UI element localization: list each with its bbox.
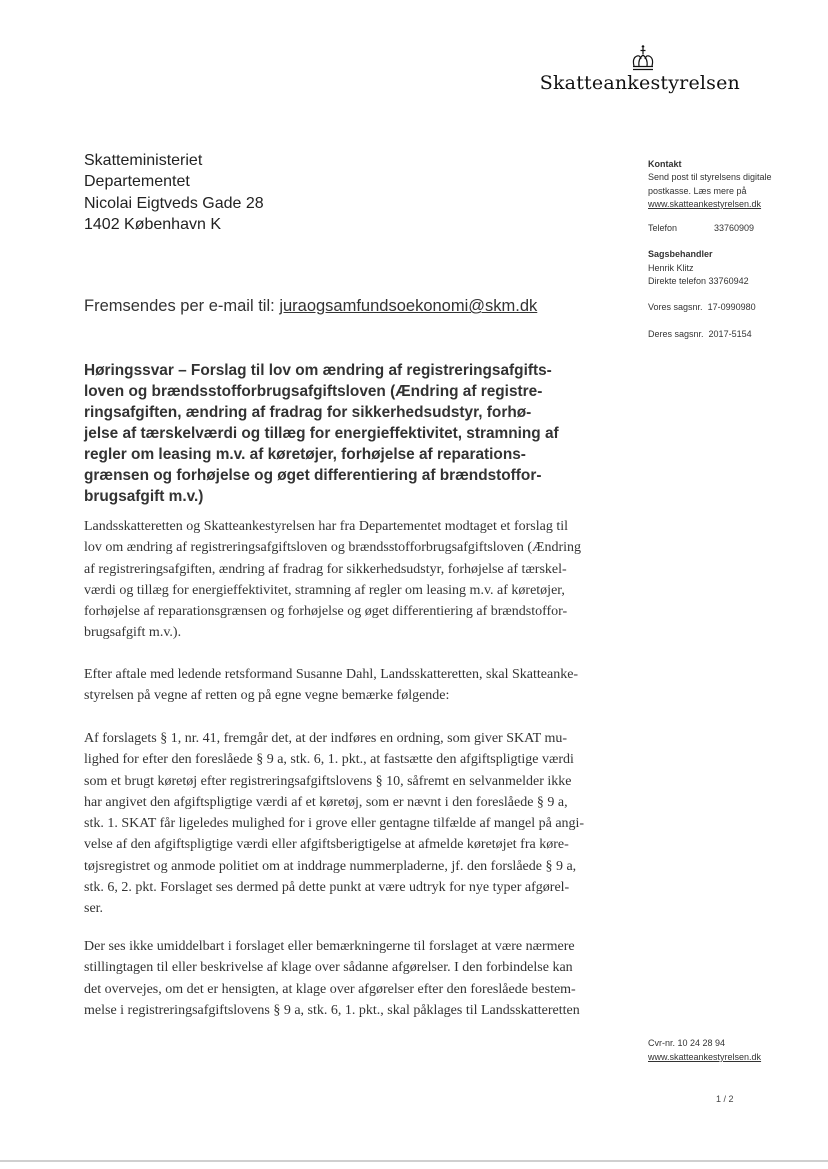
body-line: af registreringsafgiften, ændring af fradrag for sikkerhedsudstyr, forhøjelse af tærskel-	[84, 561, 567, 577]
heading-line: grænsen og forhøjelse og øget differentiering af brændstoffor-	[84, 467, 542, 484]
page-number: 1 / 2	[716, 1094, 734, 1104]
body-line: stillingtagen til eller beskrivelse af klage over sådanne afgørelser. I den forbindelse kan	[84, 960, 573, 976]
our-case-label: Vores sagsnr.	[648, 302, 703, 313]
body-line: stk. 1. SKAT får ligeledes mulighed for i grove eller gentagne tilfælde af mangel på angi-	[84, 816, 585, 832]
direct-phone-label: Direkte telefon	[648, 276, 707, 287]
contact-text: postkasse. Læs mere på	[648, 185, 747, 196]
body-paragraph	[84, 728, 584, 920]
heading-line: ringsafgiften, ændring af fradrag for sikkerhedsudstyr, forhø-	[84, 404, 532, 421]
direct-phone-row	[648, 275, 808, 288]
body-line: Efter aftale med ledende retsformand Susanne Dahl, Landsskatteretten, skal Skatteanke-	[84, 667, 579, 682]
body-line: melse i registreringsafgiftslovens § 9 a, stk. 6, 1. pkt., skal påklages til Landsskatteretten	[84, 1002, 580, 1018]
email-prefix: Fremsendes per e-mail til:	[84, 297, 280, 315]
footer-info	[648, 1036, 761, 1064]
heading-line: loven og brændsstofforbrugsafgiftsloven (Ændring af registre-	[84, 383, 543, 400]
body-line: lov om ændring af registreringsafgiftsloven og brændsstofforbrugsafgiftsloven (Ændring	[84, 540, 582, 556]
body-line: stk. 6, 2. pkt. Forslaget ses dermed på dette punkt at være udtryk for nye typer afgørel-	[84, 880, 570, 896]
cvr-number: Cvr-nr. 10 24 28 94	[648, 1038, 726, 1048]
your-case-value: 2017-5154	[708, 328, 752, 339]
heading-line: brugsafgift m.v.)	[84, 488, 204, 505]
heading-line: regler om leasing m.v. af køretøjer, forhøjelse af reparations-	[84, 446, 526, 463]
direct-phone-value: 33760942	[708, 276, 749, 287]
crown-icon	[628, 44, 658, 74]
your-case-label: Deres sagsnr.	[648, 328, 704, 339]
footer-website-link[interactable]: www.skatteankestyrelsen.dk	[648, 1052, 762, 1062]
body-paragraph	[84, 664, 578, 707]
email-line	[84, 297, 537, 316]
agency-logo	[540, 44, 740, 94]
body-line: som et brugt køretøj efter registreringsafgiftslovens § 10, såfremt en selvanmelder ikke	[84, 773, 572, 789]
address-line: Departementet	[84, 173, 190, 191]
website-link[interactable]: www.skatteankestyrelsen.dk	[648, 198, 762, 209]
heading-line: jelse af tærskelværdi og tillæg for energieffektivitet, stramning af	[84, 425, 559, 442]
contact-text: Send post til styrelsens digitale	[648, 172, 772, 183]
body-line: har angivet den afgiftspligtige værdi af et køretøj, som er nævnt i den foreslåede § 9 a,	[84, 794, 568, 810]
your-case-row	[648, 328, 808, 341]
email-link[interactable]: juraogsamfundsoekonomi@skm.dk	[279, 297, 538, 315]
body-line: Af forslagets § 1, nr. 41, fremgår det, at der indføres en ordning, som giver SKAT mu-	[84, 731, 568, 746]
body-line: styrelsen på vegne af retten og på egne vegne bemærke følgende:	[84, 688, 450, 704]
case-officer-title: Sagsbehandler	[648, 249, 713, 260]
body-line: Der ses ikke umiddelbart i forslaget eller bemærkningerne til forslaget at være nærmere	[84, 939, 575, 954]
address-line: Skatteministeriet	[84, 152, 203, 169]
body-paragraph	[84, 516, 581, 644]
address-line: 1402 København K	[84, 215, 221, 233]
body-line: lighed for efter den foreslåede § 9 a, stk. 6, 1. pkt., at fastsætte den afgiftspligtige værdi	[84, 752, 574, 768]
body-line: det overvejes, om det er hensigten, at klage over afgørelser efter den foreslåede bestem-	[84, 981, 576, 997]
body-line: velse af den afgiftspligtige værdi eller afgiftsberigtigelse at afmelde køretøjet fra køre-	[84, 837, 569, 853]
phone-value: 33760909	[714, 223, 755, 234]
case-officer-name: Henrik Klitz	[648, 262, 694, 273]
our-case-value: 17-0990980	[707, 302, 756, 313]
page-edge-divider	[0, 1160, 828, 1162]
recipient-address	[84, 150, 264, 235]
body-line: ser.	[84, 901, 104, 917]
body-line: brugsafgift m.v.).	[84, 625, 182, 641]
heading-line: Høringssvar – Forslag til lov om ændring af registreringsafgifts-	[84, 362, 552, 379]
phone-row	[648, 222, 808, 235]
agency-name: Skatteankestyrelsen	[539, 72, 740, 94]
our-case-row	[648, 301, 808, 314]
phone-label: Telefon	[648, 223, 678, 234]
body-line: tøjsregistret og anmode politiet om at inddrage nummerpladerne, jf. den forslåede § 9 a,	[84, 858, 577, 874]
body-line: Landsskatteretten og Skatteankestyrelsen har fra Departementet modtaget et forslag til	[84, 519, 568, 534]
letter-heading	[84, 360, 564, 507]
contact-title: Kontakt	[648, 159, 682, 169]
address-line: Nicolai Eigtveds Gade 28	[84, 194, 264, 212]
body-line: værdi og tillæg for energieffektivitet, stramning af regler om leasing m.v. af køretøjer,	[84, 582, 565, 598]
contact-sidebar	[648, 158, 808, 341]
body-line: forhøjelse af reparationsgrænsen og forhøjelse og øget differentiering af brændstoffor-	[84, 604, 568, 620]
body-paragraph	[84, 936, 580, 1021]
